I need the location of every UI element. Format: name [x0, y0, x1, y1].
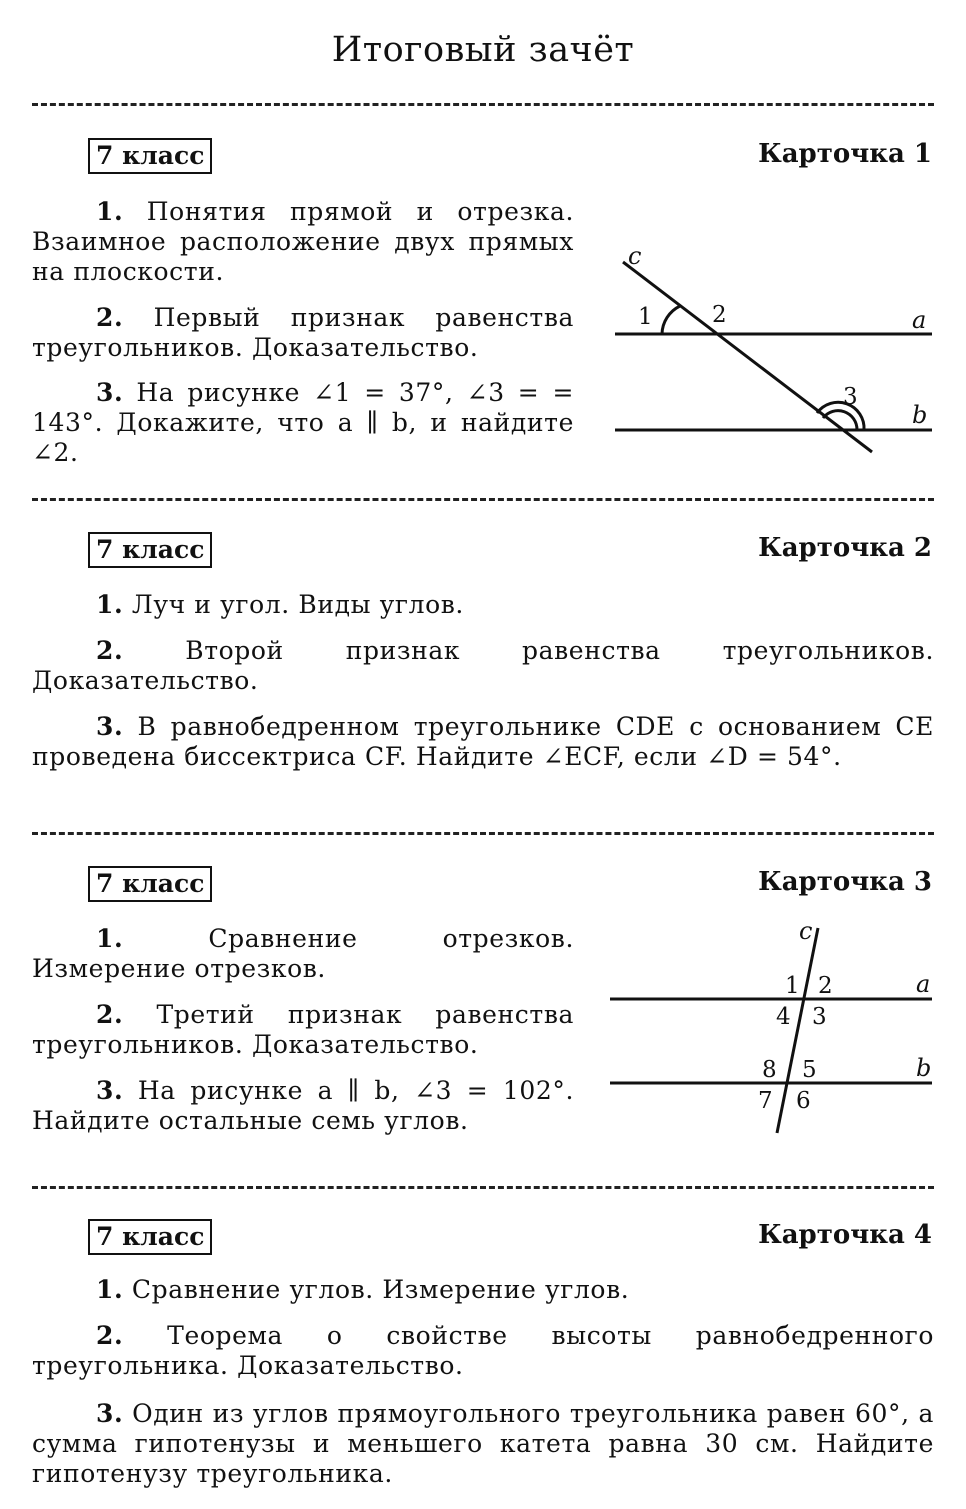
label-angle-6: 6 — [796, 1088, 811, 1114]
divider — [32, 832, 934, 835]
task-text: На рисунке a ∥ b, ∠3 = 102°. Найдите остальные семь углов. — [32, 1076, 575, 1135]
task-text: Луч и угол. Виды углов. — [131, 590, 464, 619]
label-angle-5: 5 — [802, 1057, 817, 1083]
label-line-c: c — [628, 242, 642, 270]
task-number: 2. — [96, 636, 124, 665]
grade-box: 7 класс — [88, 866, 212, 902]
task-text: На рисунке ∠1 = 37°, ∠3 = = 143°. Докажите, что a ∥ b, и найдите ∠2. — [32, 378, 574, 467]
task-text: Один из углов прямоугольного треугольника равен 60°, а сумма гипотенузы и меньшего катета равна 30 см. Найдите гипотенузу треугольника. — [32, 1399, 934, 1488]
task-text: Сравнение углов. Измерение углов. — [131, 1275, 630, 1304]
task-number: 3. — [96, 378, 124, 407]
task-text: Теорема о свойстве высоты равнобедренного треугольника. Доказательство. — [32, 1321, 934, 1380]
task-number: 1. — [96, 924, 124, 953]
angle-arc-1 — [662, 306, 680, 334]
grade-box: 7 класс — [88, 138, 212, 174]
label-line-a: a — [916, 970, 931, 998]
task-number: 3. — [96, 712, 124, 741]
task-text: Понятия прямой и отрезка. Взаимное расположение двух прямых на плоскости. — [32, 197, 574, 286]
label-angle-1: 1 — [785, 973, 800, 999]
task-number: 2. — [96, 1321, 124, 1350]
task-number: 3. — [96, 1076, 124, 1105]
task-item — [32, 1275, 934, 1305]
task-text: Сравнение отрезков. Измерение отрезков. — [32, 924, 574, 983]
label-angle-2: 2 — [712, 302, 727, 328]
line-c — [623, 262, 872, 452]
card-number: Карточка 3 — [758, 867, 932, 897]
label-angle-1: 1 — [638, 304, 653, 330]
task-text: В равнобедренном треугольнике CDE с основанием CE проведена биссектриса CF. Найдите ∠ECF, если ∠D = 54°. — [32, 712, 935, 771]
card-number: Карточка 2 — [758, 533, 932, 563]
label-line-b: b — [916, 1054, 932, 1082]
task-item — [32, 636, 934, 696]
task-number: 3. — [96, 1399, 124, 1428]
grade-box: 7 класс — [88, 532, 212, 568]
task-item — [32, 1399, 934, 1489]
card-number: Карточка 1 — [758, 139, 932, 169]
task-item — [32, 590, 934, 620]
divider — [32, 1186, 934, 1189]
label-angle-8: 8 — [762, 1057, 777, 1083]
label-line-b: b — [912, 401, 928, 429]
page-title: Итоговый зачёт — [331, 30, 635, 70]
figure-eight-angles — [0, 900, 966, 1150]
label-angle-3: 3 — [812, 1004, 827, 1030]
label-line-a: a — [912, 306, 927, 334]
task-item — [32, 1321, 934, 1381]
task-number: 1. — [96, 197, 124, 226]
task-text: Третий признак равенства треугольников. Доказательство. — [32, 1000, 574, 1059]
task-number: 2. — [96, 303, 124, 332]
task-text: Первый признак равенства треугольников. Доказательство. — [32, 303, 574, 362]
task-number: 2. — [96, 1000, 124, 1029]
figure-parallel-lines-transversal — [0, 0, 966, 520]
task-item — [32, 712, 934, 772]
divider — [32, 498, 934, 501]
task-text: Второй признак равенства треугольников. Доказательство. — [32, 636, 935, 695]
grade-box: 7 класс — [88, 1219, 212, 1255]
label-angle-2: 2 — [818, 973, 833, 999]
label-line-c: c — [799, 917, 813, 945]
task-number: 1. — [96, 1275, 124, 1304]
label-angle-7: 7 — [758, 1088, 773, 1114]
task-number: 1. — [96, 590, 124, 619]
label-angle-4: 4 — [776, 1004, 791, 1030]
label-angle-3: 3 — [843, 384, 858, 410]
card-number: Карточка 4 — [758, 1220, 932, 1250]
